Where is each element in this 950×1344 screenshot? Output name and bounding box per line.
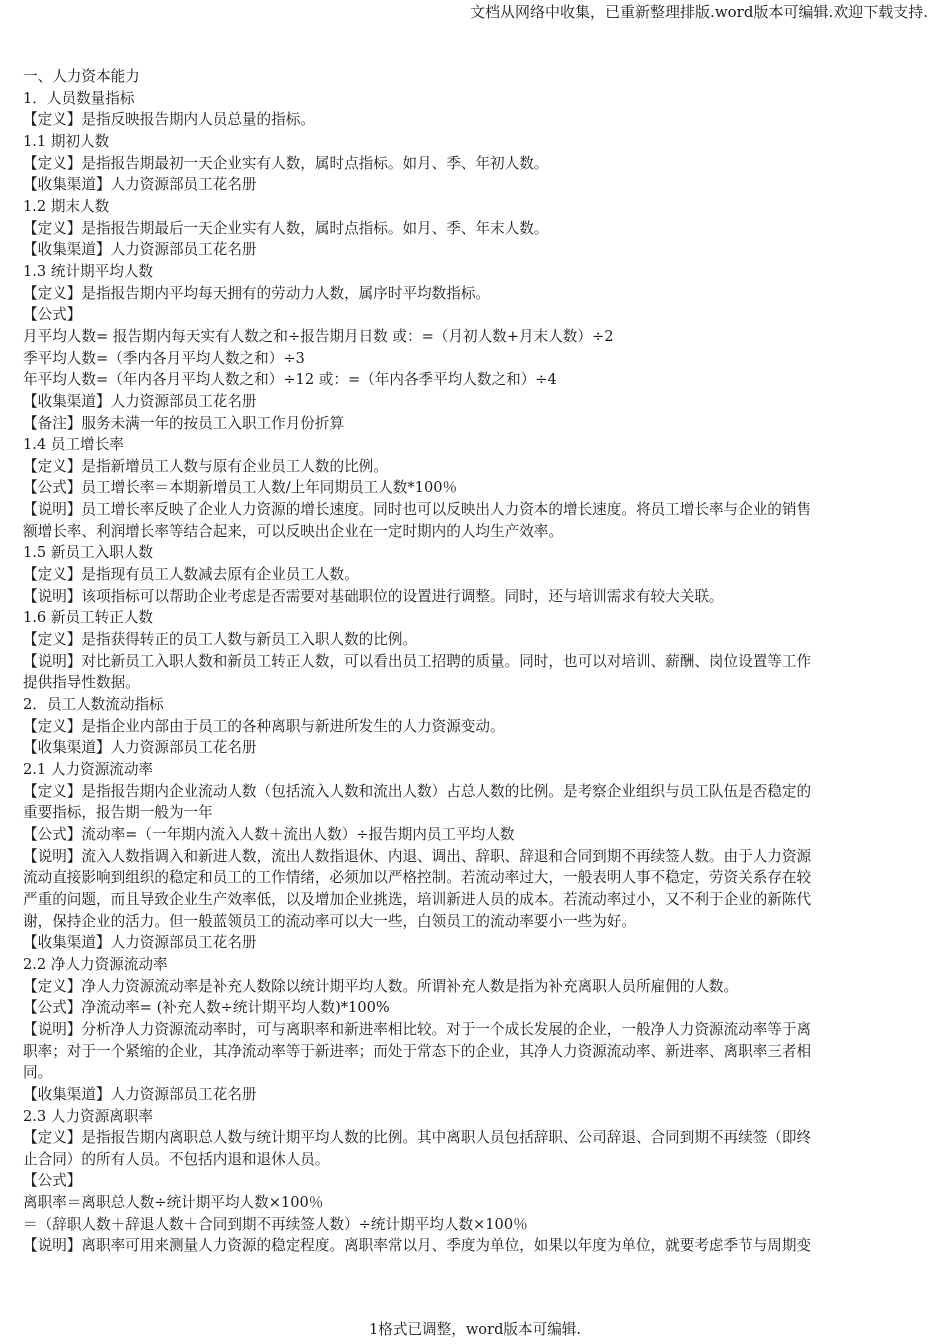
text-line: 离职率＝离职总人数÷统计期平均人数×100％ xyxy=(23,1194,324,1212)
text-line: 一、人力资本能力 xyxy=(23,68,140,85)
text-line: 1．人员数量指标 xyxy=(23,89,135,107)
text-line: 提供指导性数据。 xyxy=(23,674,140,692)
text-line: 【说明】对比新员工入职人数和新员工转正人数，可以看出员工招聘的质量。同时，也可以对培训、薪酬、岗位设置等工作 xyxy=(23,652,812,670)
text-line: 1.5 新员工入职人数 xyxy=(23,544,154,562)
text-line: 【定义】是指报告期内离职总人数与统计期平均人数的比例。其中离职人员包括辞职、公司辞退、合同到期不再续签（即终 xyxy=(23,1129,812,1147)
text-line: 2.1 人力资源流动率 xyxy=(23,761,154,778)
text-line: 2.2 净人力资源流动率 xyxy=(23,955,168,973)
text-line: 1.1 期初人数 xyxy=(23,132,110,150)
text-line: 【定义】是指报告期内平均每天拥有的劳动力人数，属序时平均数指标。 xyxy=(23,284,491,302)
text-line: 【收集渠道】人力资源部员工花名册 xyxy=(23,241,257,259)
text-line: 【定义】是指新增员工人数与原有企业员工人数的比例。 xyxy=(23,457,388,475)
text-line: 额增长率、利润增长率等结合起来，可以反映出企业在一定时期内的人均生产效率。 xyxy=(23,522,563,540)
text-line: 流动直接影响到组织的稳定和员工的工作情绪，必须加以严格控制。若流动率过大，一般表明人事不稳定，劳资关系存在较 xyxy=(23,869,812,887)
text-line: 【说明】分析净人力资源流动率时，可与离职率和新进率相比较。对于一个成长发展的企业，一般净人力资源流动率等于离 xyxy=(23,1020,812,1038)
text-line: 【定义】是指获得转正的员工人数与新员工入职人数的比例。 xyxy=(23,631,418,649)
text-line: 【公式】员工增长率＝本期新增员工人数/上年同期员工人数*100％ xyxy=(23,479,458,497)
text-line: 【收集渠道】人力资源部员工花名册 xyxy=(23,392,257,410)
text-line: 【定义】净人力资源流动率是补充人数除以统计期平均人数。所谓补充人数是指为补充离职人员所雇佣的人数。 xyxy=(23,977,739,995)
text-line: 谢，保持企业的活力。但一般蓝领员工的流动率可以大一些，白领员工的流动率要小一些为好。 xyxy=(23,912,636,930)
text-line: 月平均人数= 报告期内每天实有人数之和÷报告期月日数 或：=（月初人数+月末人数）÷2 xyxy=(23,327,614,345)
text-line: 2.3 人力资源离职率 xyxy=(23,1107,154,1125)
text-line: 1.6 新员工转正人数 xyxy=(23,609,154,627)
text-line: 1.4 员工增长率 xyxy=(23,436,124,454)
text-line: 【收集渠道】人力资源部员工花名册 xyxy=(23,739,257,757)
text-line: 1.2 期末人数 xyxy=(23,197,110,215)
text-line: 年平均人数=（年内各月平均人数之和）÷12 或：=（年内各季平均人数之和）÷4 xyxy=(23,371,557,389)
text-line: 严重的问题，而且导致企业生产效率低，以及增加企业挑选，培训新进人员的成本。若流动率过小，又不利于企业的新陈代 xyxy=(23,890,812,908)
text-line: 2．员工人数流动指标 xyxy=(23,696,164,714)
text-line: 【定义】是指报告期内企业流动人数（包括流入人数和流出人数）占总人数的比例。是考察企业组织与员工队伍是否稳定的 xyxy=(23,782,812,800)
text-line: 重要指标，报告期一般为一年 xyxy=(23,804,213,822)
text-line: 【定义】是指现有员工人数减去原有企业员工人数。 xyxy=(23,566,359,584)
text-line: 职率；对于一个紧缩的企业，其净流动率等于新进率；而处于常态下的企业，其净人力资源流动率、新进率、离职率三者相 xyxy=(23,1042,812,1060)
text-line: 【说明】流入人数指调入和新进人数，流出人数指退休、内退、调出、辞职、辞退和合同到期不再续签人数。由于人力资源 xyxy=(23,847,812,865)
text-line: 【公式】流动率=（一年期内流入人数＋流出人数）÷报告期内员工平均人数 xyxy=(23,825,515,843)
text-line: 同。 xyxy=(23,1064,53,1082)
text-line: 【定义】是指报告期最初一天企业实有人数，属时点指标。如月、季、年初人数。 xyxy=(23,154,549,172)
text-line: 1.3 统计期平均人数 xyxy=(23,262,154,280)
text-line: 【收集渠道】人力资源部员工花名册 xyxy=(23,1085,257,1103)
text-line: 【说明】员工增长率反映了企业人力资源的增长速度。同时也可以反映出人力资本的增长速度。将员工增长率与企业的销售 xyxy=(23,501,812,519)
header-note: 文档从网络中收集，已重新整理排版.word版本可编辑.欢迎下载支持. xyxy=(470,3,928,21)
text-line: 【定义】是指企业内部由于员工的各种离职与新进所发生的人力资源变动。 xyxy=(23,717,505,735)
text-line: 【定义】是指报告期最后一天企业实有人数，属时点指标。如月、季、年末人数。 xyxy=(23,219,549,237)
text-line: ＝（辞职人数＋辞退人数＋合同到期不再续签人数）÷统计期平均人数×100％ xyxy=(23,1215,528,1233)
text-line: 【定义】是指反映报告期内人员总量的指标。 xyxy=(23,111,315,129)
text-line: 【收集渠道】人力资源部员工花名册 xyxy=(23,934,257,952)
text-line: 【公式】 xyxy=(23,1172,82,1190)
text-line: 止合同）的所有人员。不包括内退和退休人员。 xyxy=(23,1150,330,1168)
footer-note: 1格式已调整，word版本可编辑. xyxy=(368,1321,582,1338)
text-line: 【公式】净流动率= (补充人数÷统计期平均人数)*100% xyxy=(23,999,390,1017)
text-line: 【说明】该项指标可以帮助企业考虑是否需要对基础职位的设置进行调整。同时，还与培训需求有较大关联。 xyxy=(23,587,724,605)
text-line: 【说明】离职率可用来测量人力资源的稳定程度。离职率常以月、季度为单位，如果以年度为单位，就要考虑季节与周期变 xyxy=(23,1237,812,1255)
text-line: 【备注】服务未满一年的按员工入职工作月份折算 xyxy=(23,414,345,432)
text-line: 【公式】 xyxy=(23,306,82,324)
document-body xyxy=(23,66,928,1257)
text-line: 季平均人数=（季内各月平均人数之和）÷3 xyxy=(23,349,305,367)
text-line: 【收集渠道】人力资源部员工花名册 xyxy=(23,176,257,194)
